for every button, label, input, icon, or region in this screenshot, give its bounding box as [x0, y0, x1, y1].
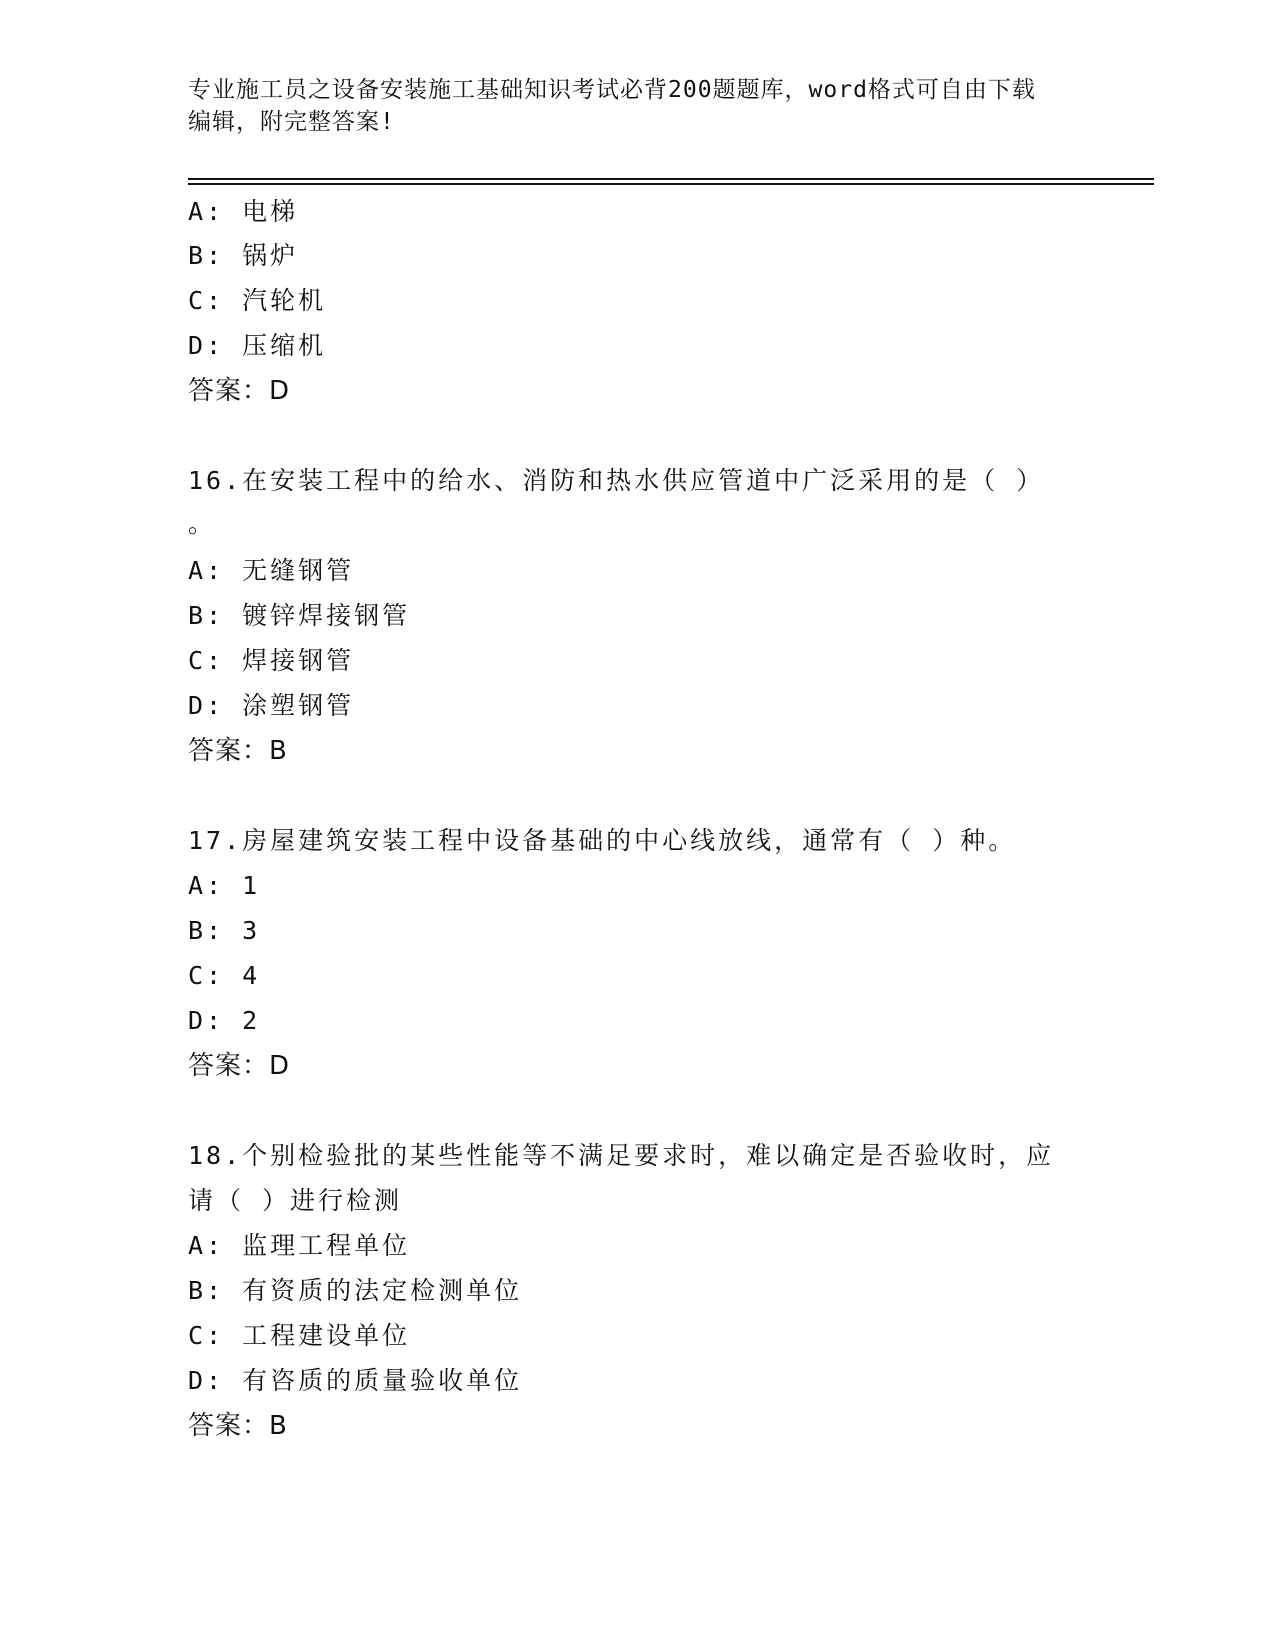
- header-rule-top: [188, 178, 1154, 180]
- q17-option-b: B: 3: [188, 916, 261, 945]
- q17-option-d: D: 2: [188, 1006, 261, 1035]
- q15-answer: 答案：D: [188, 376, 291, 406]
- q18-question-line-1: 18.个别检验批的某些性能等不满足要求时，难以确定是否验收时，应: [188, 1141, 1055, 1170]
- q16-answer: 答案：B: [188, 736, 288, 766]
- q18-option-d: D: 有咨质的质量验收单位: [188, 1366, 523, 1395]
- q17-answer: 答案：D: [188, 1051, 291, 1081]
- document-header: [188, 74, 1088, 138]
- q16-question-line-1: 16.在安装工程中的给水、消防和热水供应管道中广泛采用的是（ ）: [188, 466, 1045, 495]
- q15-option-b: B: 锅炉: [188, 241, 299, 270]
- q18-answer: 答案：B: [188, 1411, 288, 1441]
- q18-option-c: C: 工程建设单位: [188, 1321, 411, 1350]
- q17-question-line-1: 17.房屋建筑安装工程中设备基础的中心线放线，通常有（ ）种。: [188, 826, 1017, 855]
- q15-option-d: D: 压缩机: [188, 331, 327, 360]
- q17-option-c: C: 4: [188, 961, 261, 990]
- q18-option-a: A: 监理工程单位: [188, 1231, 411, 1260]
- q17-option-a: A: 1: [188, 871, 261, 900]
- q15-option-c: C: 汽轮机: [188, 286, 327, 315]
- header-line-1: 专业施工员之设备安装施工基础知识考试必背200题题库，word格式可自由下载: [188, 77, 1036, 103]
- header-rule-bottom: [188, 183, 1154, 185]
- q15-option-a: A: 电梯: [188, 197, 299, 226]
- q18-option-b: B: 有资质的法定检测单位: [188, 1276, 523, 1305]
- q16-option-c: C: 焊接钢管: [188, 646, 355, 675]
- q18-question-line-2: 请（ ）进行检测: [188, 1186, 403, 1215]
- q16-question-line-2: 。: [188, 509, 217, 538]
- q16-option-d: D: 涂塑钢管: [188, 691, 355, 720]
- q16-option-a: A: 无缝钢管: [188, 556, 355, 585]
- header-line-2: 编辑，附完整答案!: [188, 109, 395, 135]
- q16-option-b: B: 镀锌焊接钢管: [188, 601, 411, 630]
